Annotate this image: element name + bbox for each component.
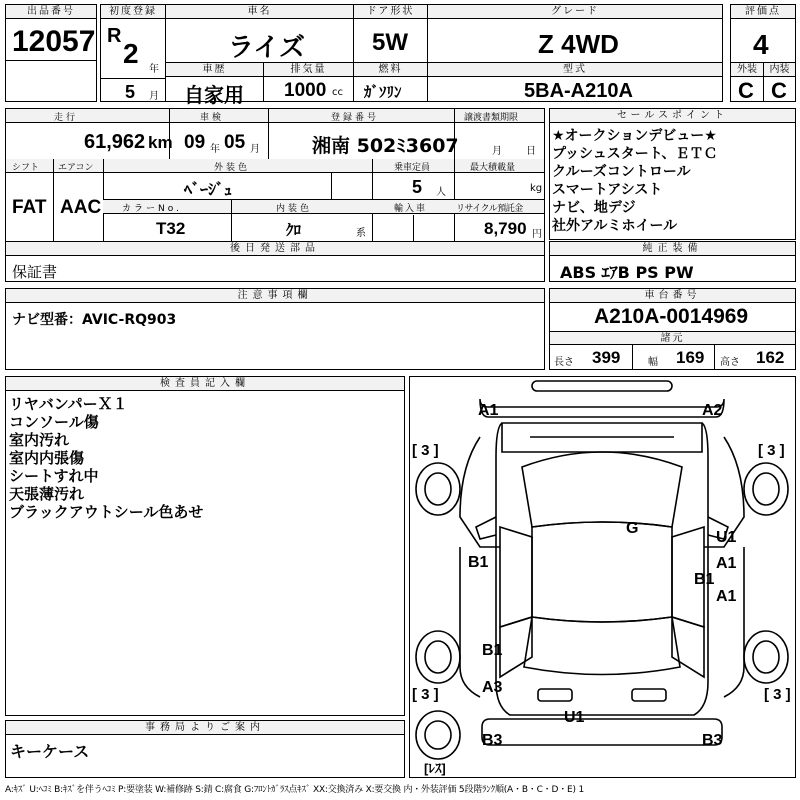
ac: AAC <box>60 197 102 218</box>
sales-points: ★オークションデビュー★ プッシュスタート、ＥＴＣ クルーズコントロール スマートアシスト ナビ、地デジ 社外アルミホイール <box>552 128 718 234</box>
mark-right-4: A1 <box>716 588 737 605</box>
model-cell <box>427 62 723 102</box>
lot-number: 12057 <box>12 25 96 58</box>
tire-mark-rear-right: [ 3 ] <box>764 686 791 703</box>
history: 自家用 <box>184 83 244 107</box>
tire-mark-rear-left: [ 3 ] <box>412 686 439 703</box>
int-grade-label: 内装 <box>764 63 795 77</box>
shift-label: シフト <box>12 163 40 173</box>
damage-diagram <box>409 376 796 778</box>
capacity-label: 乗車定員 <box>394 163 431 173</box>
mark-left-door: B1 <box>468 554 489 571</box>
office-label: 事務局よりご案内 <box>6 721 404 735</box>
spare-wheel-shape <box>416 711 460 759</box>
inspector-notes: リヤバンパーＸ１ コンソール傷 室内汚れ 室内内張傷 シートすれ中 天張薄汚れ ブラックアウトシール色あせ <box>9 395 204 521</box>
mark-front-right: A2 <box>702 402 723 419</box>
rear-bumper-shape <box>482 719 722 745</box>
displacement-cell <box>263 62 354 102</box>
rear-window-shape <box>524 617 680 675</box>
color-no-label: カラーNo. <box>122 204 182 214</box>
fuel-cell <box>353 62 428 102</box>
later-parts: 保証書 <box>12 263 58 281</box>
tire-mark-front-right: [ 3 ] <box>758 442 785 459</box>
rear-light-right-shape <box>632 689 666 701</box>
color-number: T32 <box>156 219 186 238</box>
genuine-equipment: ABS ｴｱB PS PW <box>560 263 694 282</box>
grade-label: グレード <box>428 5 722 19</box>
capacity: 5 <box>412 177 423 197</box>
front-bumper-top-shape <box>532 381 672 391</box>
mark-left-quarter: A3 <box>482 679 503 696</box>
inspector-label: 検査員記入欄 <box>6 377 404 391</box>
mark-windshield: G <box>626 520 639 537</box>
height: 162 <box>756 348 785 367</box>
shift: FAT <box>12 197 47 218</box>
specs-label: 諸元 <box>550 331 795 345</box>
fuel-label: 燃料 <box>354 63 427 77</box>
notes: ナビ型番：AVIC-RQ903 <box>12 312 177 328</box>
max-load-unit: kg <box>530 183 543 194</box>
max-load-label: 最大積載量 <box>470 163 516 173</box>
door-label: ドア形状 <box>354 5 427 19</box>
displacement-label: 排気量 <box>264 63 353 77</box>
inspection-month-unit: 月 <box>250 144 260 155</box>
lot-number-label: 出品番号 <box>6 5 96 19</box>
wheel-front-left-shape <box>416 463 460 515</box>
transfer-month-unit: 月 <box>492 146 502 157</box>
plate-number: 湘南 502ﾐ3607 <box>312 135 459 157</box>
notes-label: 注意事項欄 <box>6 289 544 303</box>
left-front-door-shape <box>500 527 532 627</box>
car-name-cell <box>165 4 354 63</box>
history-cell <box>165 62 264 107</box>
first-registration-cell <box>100 4 166 102</box>
int-grade-cell <box>763 62 796 102</box>
car-name: ライズ <box>228 32 305 62</box>
history-label: 車歴 <box>166 63 263 77</box>
model: 5BA-A210A <box>524 80 633 102</box>
length-label: 長さ <box>554 357 574 368</box>
mark-right-1: U1 <box>716 529 737 546</box>
wheel-rear-left-shape <box>416 631 460 683</box>
ext-color: ﾍﾞｰｼﾞｭ <box>184 180 233 199</box>
wheel-rear-right-shape <box>744 631 788 683</box>
score-label: 評価点 <box>731 5 795 19</box>
reg-year: 2 <box>123 38 139 69</box>
later-parts-label: 後日発送部品 <box>6 242 544 256</box>
inspection-year: 09 <box>184 132 206 153</box>
mark-right-3: B1 <box>694 571 715 588</box>
first-registration-label: 初度登録 <box>101 5 165 19</box>
grade-cell <box>427 4 723 63</box>
legend: A:ｷｽﾞ U:ﾍｺﾐ B:ｷｽﾞを伴うﾍｺﾐ P:要塗装 W:補修跡 S:錆 C:腐食 G:ﾌﾛﾝﾄｶﾞﾗｽ点ｷｽﾞ XX:交換済み X:要交換 内・外装評価 5段階ﾗﾝｸ順(A・B・C・D・E) 1 <box>5 785 584 795</box>
length: 399 <box>592 348 621 367</box>
capacity-unit: 人 <box>436 187 446 198</box>
tire-mark-front-left: [ 3 ] <box>412 442 439 459</box>
car-diagram-svg <box>410 377 795 777</box>
ext-grade: C <box>738 78 754 103</box>
int-color: ｸﾛ <box>286 221 302 239</box>
reg-month-unit: 月 <box>149 91 159 102</box>
mark-left-rear: B1 <box>482 642 503 659</box>
inspection-label: 車検 <box>200 113 225 123</box>
int-color-label: 内装色 <box>276 204 313 214</box>
ext-grade-cell <box>730 62 764 102</box>
mark-front-left: A1 <box>478 402 499 419</box>
score: 4 <box>753 29 769 60</box>
spare-mark: [ﾚｽ] <box>424 761 446 776</box>
wheel-front-right-shape <box>744 463 788 515</box>
displacement: 1000 <box>284 80 327 101</box>
ac-label: エアコン <box>58 163 94 173</box>
chassis-cell <box>549 288 796 370</box>
transfer-day-unit: 日 <box>526 146 536 157</box>
int-grade: C <box>771 78 787 103</box>
ext-grade-label: 外装 <box>731 63 763 77</box>
vehicle-details-block <box>5 108 545 282</box>
inspector-cell <box>5 376 405 716</box>
mark-rear-center: U1 <box>564 709 585 726</box>
office-notes: キーケース <box>10 742 90 761</box>
sales-points-label: セールスポイント <box>550 109 795 123</box>
rear-light-left-shape <box>538 689 572 701</box>
recycle-label: リサイクル預託金 <box>456 204 523 214</box>
grade: Z 4WD <box>538 29 619 59</box>
door-cell <box>353 4 428 63</box>
mark-right-2: A1 <box>716 555 737 572</box>
mark-rear-right: B3 <box>702 732 723 749</box>
mileage-unit: km <box>148 133 173 152</box>
mileage: 61,962 <box>84 131 146 153</box>
door-type: 5W <box>372 29 408 56</box>
height-label: 高さ <box>720 357 740 368</box>
import-label: 輸入車 <box>394 204 428 214</box>
windshield-shape <box>522 452 682 527</box>
genuine-equipment-label: 純正装備 <box>550 242 795 256</box>
reg-year-unit: 年 <box>149 64 159 75</box>
int-color-unit: 系 <box>356 228 366 239</box>
ext-color-label: 外装色 <box>214 163 251 173</box>
body-outline-shape <box>496 423 708 715</box>
score-cell <box>730 4 796 63</box>
inspection-month: 05 <box>224 132 246 153</box>
era: R <box>107 25 122 47</box>
roof-shape <box>532 522 672 622</box>
width: 169 <box>676 348 705 367</box>
sales-points-cell <box>549 108 796 240</box>
recycle-fee: 8,790 <box>484 219 527 238</box>
transfer-label: 譲渡書類期限 <box>464 113 519 123</box>
fuel: ｶﾞｿﾘﾝ <box>364 83 402 101</box>
mark-rear-left: B3 <box>482 732 503 749</box>
displacement-unit: cc <box>332 87 343 98</box>
office-cell <box>5 720 405 778</box>
lot-blank-cell <box>5 60 97 102</box>
chassis-number: A210A-0014969 <box>594 305 749 328</box>
left-mirror-shape <box>476 517 496 539</box>
model-label: 型式 <box>428 63 722 77</box>
inspection-year-unit: 年 <box>210 144 220 155</box>
recycle-unit: 円 <box>532 229 542 240</box>
plate-label: 登録番号 <box>331 113 380 123</box>
width-label: 幅 <box>648 357 658 368</box>
lot-number-cell <box>5 4 97 61</box>
genuine-equipment-cell <box>549 241 796 282</box>
notes-cell <box>5 288 545 370</box>
car-name-label: 車名 <box>166 5 353 19</box>
chassis-label: 車台番号 <box>550 289 795 303</box>
front-bumper-shape <box>480 399 724 417</box>
mileage-label: 走行 <box>54 113 79 123</box>
reg-month: 5 <box>125 82 136 102</box>
